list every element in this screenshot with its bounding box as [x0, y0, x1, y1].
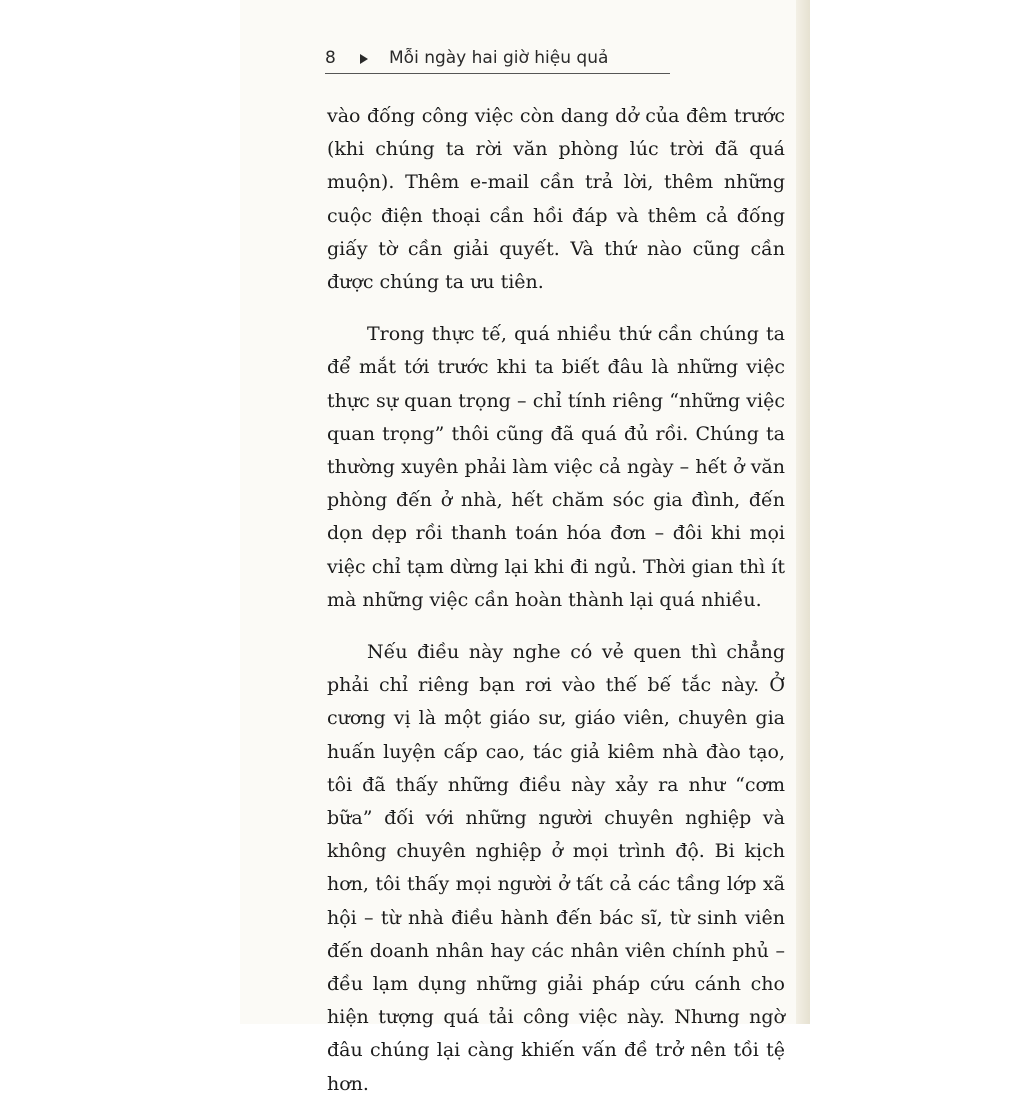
page-edge: [796, 0, 810, 1024]
paragraph-3: Nếu điều này nghe có vẻ quen thì chẳng phải chỉ riêng bạn rơi vào thế bế tắc này. Ở cương vị là một giáo sư, giáo viên, chuyên gia huấn luyện cấp cao, tác giả kiêm nhà đào tạo, tôi đã thấy những điều này xảy ra như “cơm bữa” đối với những người chuyên nghiệp và không chuyên nghiệp ở mọi trình độ. Bi kịch hơn, tôi thấy mọi người ở tất cả các tầng lớp xã hội – từ nhà điều hành đến bác sĩ, từ sinh viên đến doanh nhân hay các nhân viên chính phủ – đều lạm dụng những giải pháp cứu cánh cho hiện tượng quá tải công việc này. Nhưng ngờ đâu chúng lại càng khiến vấn đề trở nên tồi tệ hơn.: [327, 641, 785, 1095]
page-number: 8: [325, 48, 336, 68]
paragraph-1: vào đống công việc còn dang dở của đêm trước (khi chúng ta rời văn phòng lúc trời đã quá muộn). Thêm e-mail cần trả lời, thêm những cuộc điện thoại cần hồi đáp và thêm cả đống giấy tờ cần giải quyết. Và thứ nào cũng cần được chúng ta ưu tiên.: [327, 105, 785, 294]
paragraph-2: Trong thực tế, quá nhiều thứ cần chúng ta để mắt tới trước khi ta biết đâu là những việc thực sự quan trọng – chỉ tính riêng “những việc quan trọng” thôi cũng đã quá đủ rồi. Chúng ta thường xuyên phải làm việc cả ngày – hết ở văn phòng đến ở nhà, hết chăm sóc gia đình, đến dọn dẹp rồi thanh toán hóa đơn – đôi khi mọi việc chỉ tạm dừng lại khi đi ngủ. Thời gian thì ít mà những việc cần hoàn thành lại quá nhiều.: [327, 323, 785, 611]
triangle-right-icon: [360, 54, 368, 64]
header-rule: [325, 73, 670, 74]
running-title: Mỗi ngày hai giờ hiệu quả: [389, 48, 609, 68]
body-text: [327, 100, 785, 1120]
running-header: [325, 46, 670, 74]
